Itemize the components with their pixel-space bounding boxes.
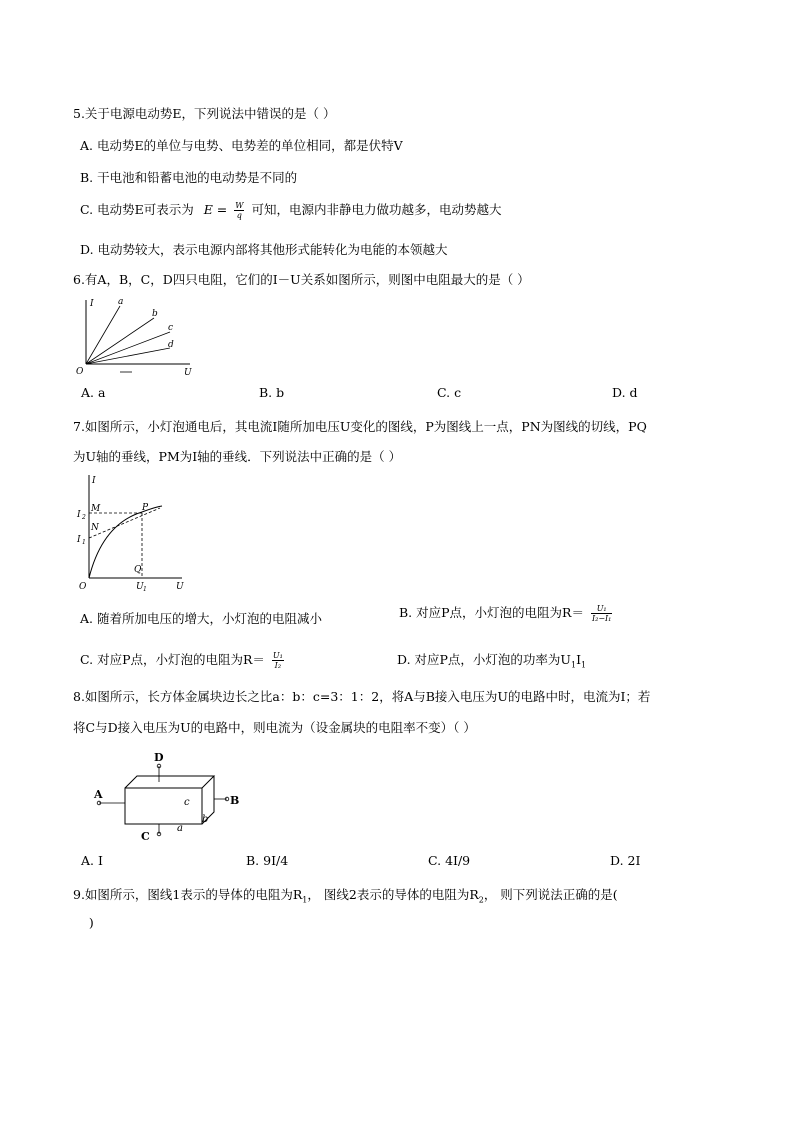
q6-line-a xyxy=(86,306,120,364)
q6-origin: O xyxy=(76,367,84,377)
q6-label-b: b xyxy=(152,309,158,319)
q7-option-c-fraction xyxy=(272,651,284,670)
q7-option-d xyxy=(397,650,586,670)
q7-option-b-denominator: I₂−I₁ xyxy=(591,614,612,623)
q9-stem-part1: 9.如图所示，图线1表示的导体的电阻为R xyxy=(73,887,303,902)
q7-option-d-text: D. 对应P点，小灯泡的功率为U xyxy=(397,652,571,667)
q8-edge-c: c xyxy=(184,797,190,808)
q6-label-d: d xyxy=(168,340,174,350)
q8-metal-block-figure xyxy=(85,746,245,844)
q9-stem-line2: ) xyxy=(73,915,94,930)
q7-label-i2: I xyxy=(77,510,81,520)
q8-label-D: D xyxy=(154,751,164,764)
q6-line-c xyxy=(86,332,170,364)
q8-block-front-face xyxy=(125,788,202,824)
q5-option-c xyxy=(80,200,501,220)
q7-label-i1: I xyxy=(77,535,81,545)
q9-sub1: 1 xyxy=(302,895,308,905)
q8-stem-line1: 8.如图所示，长方体金属块边长之比a：b：c=3：1：2，将A与B接入电压为U的电路中时，电流为I；若 xyxy=(73,689,651,704)
q8-edge-a: a xyxy=(177,823,183,834)
q7-label-m: M xyxy=(91,504,101,514)
q8-label-A: A xyxy=(94,788,103,801)
q5-option-b: B. 干电池和铅蓄电池的电动势是不同的 xyxy=(80,170,298,185)
q6-label-a: a xyxy=(118,297,124,307)
q8-option-d: D. 2I xyxy=(610,853,641,868)
q7-stem-line1: 7.如图所示，小灯泡通电后，其电流I随所加电压U变化的图线，P为图线上一点，PN为图线的切线，PQ xyxy=(73,419,647,434)
q7-option-d-i: I xyxy=(576,652,582,667)
q8-stem-line2: 将C与D接入电压为U的电路中，则电流为（设金属块的电阻率不变）（ ） xyxy=(73,720,476,735)
q7-option-c xyxy=(80,650,287,670)
q7-bulb-iu-graph xyxy=(72,472,197,594)
q7-ylabel: I xyxy=(92,476,96,486)
q7-option-c-numerator: U₁ xyxy=(272,651,283,660)
q5-option-a: A. 电动势E的单位与电势、电势差的单位相同，都是伏特V xyxy=(80,138,403,153)
q6-option-a: A. a xyxy=(81,385,106,400)
q7-label-i2-sub: 2 xyxy=(82,514,86,521)
q7-option-b-numerator: U₁ xyxy=(591,604,612,614)
q9-stem-part3: ， 则下列说法正确的是( xyxy=(483,887,618,902)
q7-curve xyxy=(89,506,162,578)
q8-label-B: B xyxy=(230,794,240,807)
q7-option-a: A. 随着所加电压的增大，小灯泡的电阻减小 xyxy=(80,611,322,626)
q7-label-p: P xyxy=(142,503,149,513)
q5-stem: 5.关于电源电动势E，下列说法中错误的是（ ） xyxy=(73,106,336,121)
q5-option-d: D. 电动势较大，表示电源内部将其他形式能转化为电能的本领越大 xyxy=(80,242,448,257)
q9-stem-line1 xyxy=(73,885,618,905)
q7-xlabel: U xyxy=(176,582,184,592)
q7-option-b xyxy=(399,603,615,623)
q8-option-c: C. 4I/9 xyxy=(428,853,471,868)
q7-option-b-fraction xyxy=(591,604,612,623)
q8-block-top-face xyxy=(125,776,214,788)
q6-line-b xyxy=(86,318,154,364)
q7-stem-line2: 为U轴的垂线，PM为I轴的垂线．下列说法中正确的是（ ） xyxy=(73,449,402,464)
q6-label-c: c xyxy=(168,323,174,333)
q7-label-q: Q xyxy=(134,565,142,575)
q6-ylabel: I xyxy=(90,299,94,309)
q6-xlabel: U xyxy=(184,368,192,378)
q9-sub2: 2 xyxy=(478,895,484,905)
q7-option-d-sub1: 1 xyxy=(570,660,577,670)
q6-stem: 6.有A，B，C，D四只电阻，它们的I－U关系如图所示，则图中电阻最大的是（ ） xyxy=(73,272,530,287)
q6-line-d xyxy=(86,348,170,364)
q8-option-a: A. I xyxy=(81,853,103,868)
q7-option-b-text: B. 对应P点，小灯泡的电阻为R＝ xyxy=(399,605,584,620)
q5-formula-denominator: q xyxy=(236,211,242,220)
q7-label-i1-sub: 1 xyxy=(82,539,86,546)
q8-label-C: C xyxy=(141,830,150,843)
q7-label-u1: U xyxy=(136,582,144,592)
q5-option-c-tail: 可知，电源内非静电力做功越多，电动势越大 xyxy=(251,202,502,217)
q6-option-c: C. c xyxy=(437,385,462,400)
q8-edge-b: b xyxy=(202,814,209,825)
q6-iu-graph xyxy=(72,296,202,378)
q6-option-b: B. b xyxy=(259,385,285,400)
q7-label-u1-sub: 1 xyxy=(143,586,147,593)
q7-label-n: N xyxy=(91,523,99,533)
q7-option-d-sub2: 1 xyxy=(581,660,587,670)
q9-stem-part2: ， 图线2表示的导体的电阻为R xyxy=(307,887,479,902)
q7-option-c-denominator: I₂ xyxy=(274,661,282,670)
q8-option-b: B. 9I/4 xyxy=(246,853,289,868)
q6-option-d: D. d xyxy=(612,385,638,400)
q5-formula-lhs: E = xyxy=(203,202,228,217)
q7-origin: O xyxy=(79,582,87,592)
q5-formula-numerator: W xyxy=(235,201,244,210)
q5-formula-fraction xyxy=(234,201,244,220)
q5-option-c-text: C. 电动势E可表示为 xyxy=(80,202,194,217)
q7-option-c-text: C. 对应P点，小灯泡的电阻为R＝ xyxy=(80,652,265,667)
